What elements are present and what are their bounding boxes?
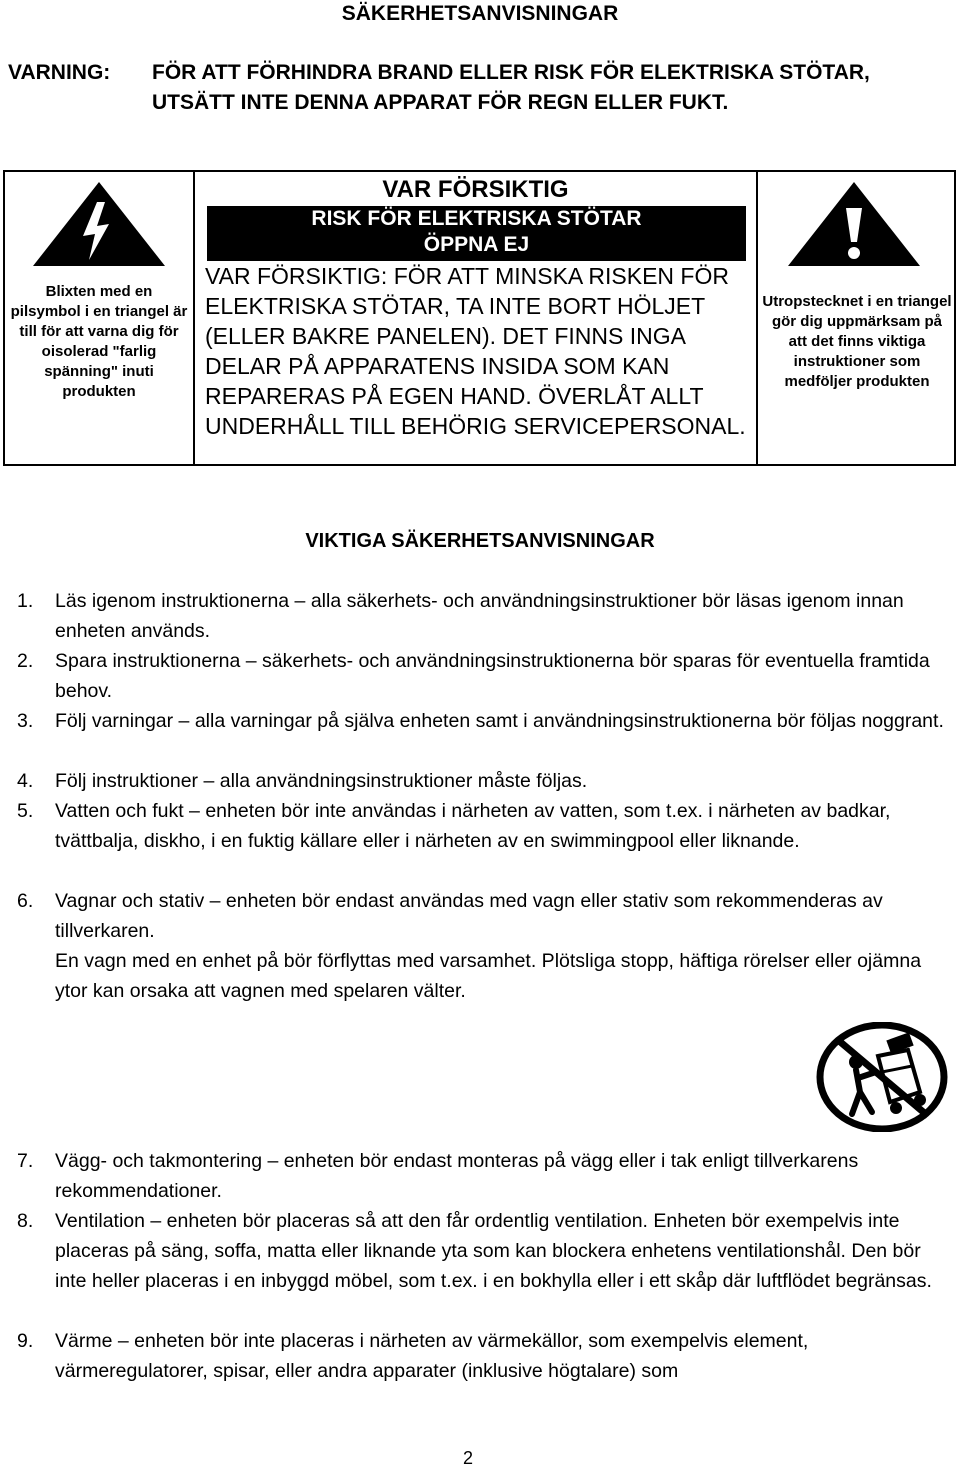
item-number: 6. [17,890,34,912]
caution-box [3,170,956,466]
list-item [17,706,952,736]
lightning-cell [5,172,193,464]
lightning-warning-triangle-icon [29,178,169,270]
list-item [17,1206,952,1296]
caution-bar-line-2: ÖPPNA EJ [423,233,530,256]
section-title: VIKTIGA SÄKERHETSANVISNINGAR [305,530,655,552]
exclamation-warning-triangle-icon [784,178,924,270]
lightning-description: Blixten med en pilsymbol i en triangel är till för att varna dig för oisolerad "farlig spänning" inuti produkten [10,283,188,400]
caution-center [195,172,756,464]
item-number: 2. [17,650,34,672]
item-text: Vägg- och takmontering – enheten bör endast monteras på vägg eller i tak enligt tillverkarens rekommendationer. [55,1150,859,1202]
page-title: SÄKERHETSANVISNINGAR [341,2,619,25]
item-number: 4. [17,770,34,792]
item-text: Läs igenom instruktionerna – alla säkerhets- och användningsinstruktioner bör läsas igenom innan enheten används. [55,590,904,642]
item-number: 8. [17,1210,34,1232]
caution-body: VAR FÖRSIKTIG: FÖR ATT MINSKA RISKEN FÖR ELEKTRISKA STÖTAR, TA INTE BORT HÖLJET (ELLER BAKRE PANELEN). DET FINNS INGA DELAR PÅ APPARATENS INSIDA SOM KAN REPARERAS PÅ EGEN HAND. ÖVERLÅT ALLT UNDERHÅLL TILL BEHÖRIG SERVICEPERSONAL. [205,263,746,439]
item-text: Ventilation – enheten bör placeras så att den får ordentlig ventilation. Enheten bör exempelvis inte placeras på säng, soffa, matta eller liknande yta som kan blockera enhetens ventilationshål. Den bör inte heller placeras i en inbyggd möbel, som t.ex. i en bokhylla eller i ett skåp där luftflödet begränsas. [55,1210,932,1292]
page-number: 2 [462,1448,473,1468]
list-item [17,1326,952,1386]
list-item [17,766,952,796]
item-number: 5. [17,800,34,822]
item-extra-text: En vagn med en enhet på bör förflyttas med varsamhet. Plötsliga stopp, häftiga rörelser eller ojämna ytor kan orsaka att vagnen med spelaren välter. [55,950,922,1002]
caution-bar-line-1: RISK FÖR ELEKTRISKA STÖTAR [311,207,642,230]
warning-text: FÖR ATT FÖRHINDRA BRAND ELLER RISK FÖR ELEKTRISKA STÖTAR, UTSÄTT INTE DENNA APPARAT FÖR REGN ELLER FUKT. [152,61,870,114]
item-text: Spara instruktionerna – säkerhets- och användningsinstruktionerna bör sparas för eventuella framtida behov. [55,650,930,702]
item-number: 7. [17,1150,34,1172]
list-item [17,586,952,646]
item-text: Värme – enheten bör inte placeras i närheten av värmekällor, som exempelvis element, värmeregulatorer, spisar, eller andra apparater (inklusive högtalare) som [55,1330,809,1382]
caution-heading: VAR FÖRSIKTIG [382,176,569,203]
item-text: Vagnar och stativ – enheten bör endast användas med vagn eller stativ som rekommenderas av tillverkaren. [55,890,883,942]
item-number: 1. [17,590,34,612]
list-item [17,796,952,856]
exclamation-cell [758,172,956,464]
item-text: Följ varningar – alla varningar på själva enheten samt i användningsinstruktionerna bör följas noggrant. [55,710,944,732]
item-text: Vatten och fukt – enheten bör inte användas i närheten av vatten, som t.ex. i närheten av badkar, tvättbalja, diskho, i en fuktig källare eller i närheten av en swimmingpool eller liknande. [55,800,891,852]
warning-label: VARNING: [8,61,111,84]
caution-bar [207,206,746,261]
list-item [17,1146,952,1206]
list-item [17,886,952,1006]
item-number: 9. [17,1330,34,1352]
item-text: Följ instruktioner – alla användningsinstruktioner måste följas. [55,770,588,792]
exclamation-description: Utropstecknet i en triangel gör dig uppmärksam på att det finns viktiga instruktioner som medföljer produkten [762,293,952,390]
list-item [17,646,952,706]
item-number: 3. [17,710,34,732]
cart-tip-over-warning-icon [816,1022,948,1132]
